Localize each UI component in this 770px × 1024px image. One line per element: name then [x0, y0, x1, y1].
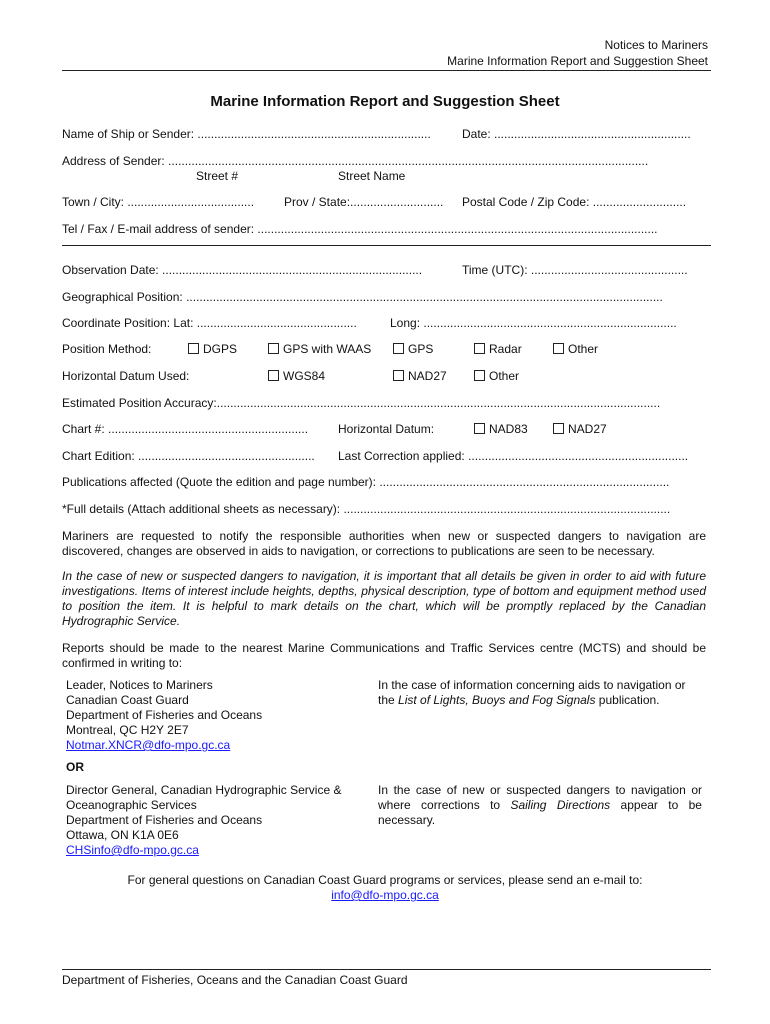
- contact-2-line-4: Ottawa, ON K1A 0E6: [66, 828, 179, 842]
- contact-1-note-publication: List of Lights, Buoys and Fog Signals: [398, 693, 596, 707]
- header-rule: [62, 70, 711, 71]
- full-details-field[interactable]: *Full details (Attach additional sheets as necessary): ..................................................................................................: [62, 502, 671, 516]
- contact-2-note-publication: Sailing Directions: [510, 798, 611, 812]
- option-gps-label: GPS: [408, 342, 434, 356]
- option-wgs84-label: WGS84: [283, 369, 326, 383]
- street-name-caption: Street Name: [338, 169, 406, 183]
- contact-1-note: [378, 678, 702, 708]
- option-chart-nad83[interactable]: [474, 422, 528, 436]
- town-field[interactable]: Town / City: ......................................: [62, 195, 255, 209]
- option-gps[interactable]: [393, 342, 433, 356]
- intro-paragraph: Mariners are requested to notify the responsible authorities when new or suspected dangers to navigation are discovered, changes are observed in aids to navigation, or corrections to publications are seen to be necessary.: [62, 529, 706, 558]
- checkbox-icon[interactable]: [393, 343, 404, 354]
- contact-1-line-4: Montreal, QC H2Y 2E7: [66, 723, 189, 737]
- address-field[interactable]: Address of Sender: ................................................................................................................................................: [62, 154, 649, 168]
- checkbox-icon[interactable]: [188, 343, 199, 354]
- option-other-datum-label: Other: [489, 369, 520, 383]
- or-separator: OR: [66, 760, 84, 774]
- horizontal-datum-label: Horizontal Datum Used:: [62, 369, 190, 383]
- last-correction-field[interactable]: Last Correction applied: ..................................................................: [338, 449, 689, 463]
- contact-address-2: [66, 783, 366, 858]
- option-radar-label: Radar: [489, 342, 522, 356]
- contact-2-email-link[interactable]: CHSinfo@dfo-mpo.gc.ca: [66, 843, 199, 857]
- option-other-method-label: Other: [568, 342, 599, 356]
- contact-2-line-3: Department of Fisheries and Oceans: [66, 813, 263, 827]
- option-dgps-label: DGPS: [203, 342, 238, 356]
- section-rule: [62, 245, 711, 246]
- province-field[interactable]: Prov / State:............................: [284, 195, 444, 209]
- option-wgs84[interactable]: [268, 369, 325, 383]
- contact-1-note-end: publication.: [595, 693, 660, 707]
- chart-number-field[interactable]: Chart #: ............................................................: [62, 422, 309, 436]
- contact-2-note: [378, 783, 702, 828]
- checkbox-icon[interactable]: [474, 370, 485, 381]
- latitude-field[interactable]: Coordinate Position: Lat: ................................................: [62, 316, 357, 330]
- contact-1-line-3: Department of Fisheries and Oceans: [66, 708, 263, 722]
- postal-code-field[interactable]: Postal Code / Zip Code: ............................: [462, 195, 687, 209]
- option-chart-nad27[interactable]: [553, 422, 607, 436]
- chart-edition-field[interactable]: Chart Edition: .....................................................: [62, 449, 315, 463]
- reports-paragraph: Reports should be made to the nearest Marine Communications and Traffic Services centre (MCTS) and should be confirmed in writing to:: [62, 641, 706, 670]
- checkbox-icon[interactable]: [268, 343, 279, 354]
- position-method-label: Position Method:: [62, 342, 152, 356]
- option-chart-nad83-label: NAD83: [489, 422, 528, 436]
- contact-1-line-2: Canadian Coast Guard: [66, 693, 189, 707]
- footer-rule: [62, 969, 711, 970]
- option-nad27[interactable]: [393, 369, 447, 383]
- estimated-accuracy-field[interactable]: Estimated Position Accuracy:.....................................................................................................................................: [62, 396, 661, 410]
- contact-field[interactable]: Tel / Fax / E-mail address of sender: ........................................................................................................................: [62, 222, 658, 236]
- option-chart-nad27-label: NAD27: [568, 422, 607, 436]
- contact-2-note-end: appear to be necessary.: [378, 798, 702, 827]
- checkbox-icon[interactable]: [393, 370, 404, 381]
- checkbox-icon[interactable]: [474, 343, 485, 354]
- contact-1-email-link[interactable]: Notmar.XNCR@dfo-mpo.gc.ca: [66, 738, 231, 752]
- street-number-caption: Street #: [196, 169, 239, 183]
- general-questions-text: For general questions on Canadian Coast Guard programs or services, please send an e-mail to:: [127, 873, 643, 887]
- option-other-datum[interactable]: [474, 369, 519, 383]
- dangers-paragraph: In the case of new or suspected dangers to navigation, it is important that all details be given in order to aid with future investigations. Items of interest include heights, depths, physical description, type of bottom and equipment method used to position the item. It is helpful to mark details on the chart, which will be promptly replaced by the Canadian Hydrographic Service.: [62, 569, 706, 628]
- chart-datum-label: Horizontal Datum:: [338, 422, 435, 436]
- header-line-1: Notices to Mariners: [604, 38, 708, 52]
- option-gps-waas[interactable]: [268, 342, 371, 356]
- checkbox-icon[interactable]: [474, 423, 485, 434]
- header-line-2: Marine Information Report and Suggestion Sheet: [447, 54, 708, 68]
- longitude-field[interactable]: Long: ............................................................................: [390, 316, 677, 330]
- checkbox-icon[interactable]: [268, 370, 279, 381]
- contact-1-note-text: In the case of information concerning aids to navigation or the: [378, 678, 686, 707]
- date-field[interactable]: Date: ...........................................................: [462, 127, 691, 141]
- checkbox-icon[interactable]: [553, 423, 564, 434]
- option-dgps[interactable]: [188, 342, 237, 356]
- option-other-method[interactable]: [553, 342, 598, 356]
- footer-text: Department of Fisheries, Oceans and the Canadian Coast Guard: [62, 973, 408, 987]
- geographical-position-field[interactable]: Geographical Position: ...............................................................................................................................................: [62, 290, 663, 304]
- ship-name-field[interactable]: Name of Ship or Sender: ......................................................................: [62, 127, 431, 141]
- observation-date-field[interactable]: Observation Date: ..............................................................................: [62, 263, 423, 277]
- contact-1-line-1: Leader, Notices to Mariners: [66, 678, 213, 692]
- contact-address-1: [66, 678, 366, 753]
- contact-2-line-2: Oceanographic Services: [66, 798, 197, 812]
- page-title: Marine Information Report and Suggestion Sheet: [210, 93, 560, 110]
- contact-2-line-1: Director General, Canadian Hydrographic Service &: [66, 783, 342, 797]
- option-gps-waas-label: GPS with WAAS: [283, 342, 372, 356]
- publications-field[interactable]: Publications affected (Quote the edition and page number): .......................................................................................: [62, 475, 670, 489]
- option-radar[interactable]: [474, 342, 522, 356]
- time-utc-field[interactable]: Time (UTC): ...............................................: [462, 263, 688, 277]
- option-nad27-label: NAD27: [408, 369, 447, 383]
- general-email-link[interactable]: info@dfo-mpo.gc.ca: [331, 888, 439, 902]
- contact-2-note-text: In the case of new or suspected dangers to navigation or where corrections to: [378, 783, 702, 812]
- checkbox-icon[interactable]: [553, 343, 564, 354]
